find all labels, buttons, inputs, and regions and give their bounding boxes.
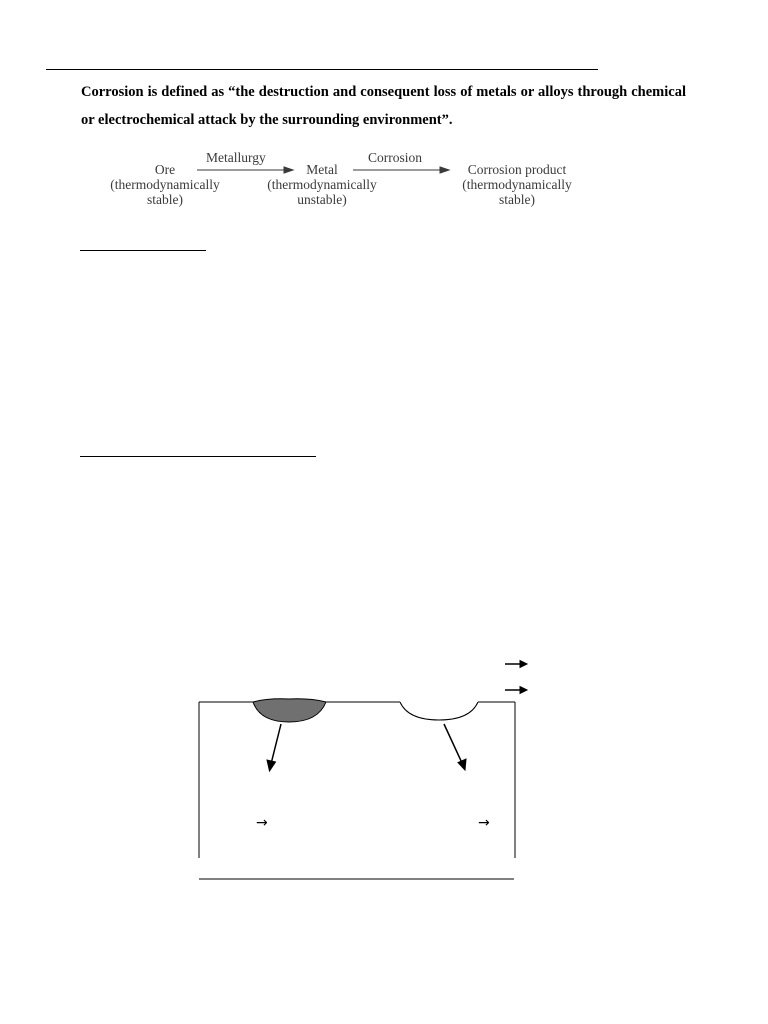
ore-note: (thermodynamically [110, 177, 220, 192]
metallurgy-arrow [197, 167, 293, 173]
anode-pit [253, 699, 326, 722]
scheme-arrows [100, 148, 600, 218]
product-note-2: stable) [499, 192, 535, 207]
corrosion-definition: Corrosion is defined as “the destruction and consequent loss of metals or alloys through chemical or electrochemical attack by the surrounding environment”. [81, 84, 686, 128]
cathode-region [400, 702, 478, 720]
metal-text: Metal [306, 162, 338, 177]
metal-note-2: unstable) [297, 192, 347, 207]
small-arrow-right: → [478, 815, 490, 831]
cell-svg [190, 650, 550, 890]
legend-arrow-1 [505, 661, 527, 668]
metallurgy-label: Metallurgy [206, 150, 266, 165]
legend-arrow-2 [505, 687, 527, 694]
small-arrow-left: → [256, 815, 268, 831]
product-note: (thermodynamically [462, 177, 572, 192]
cathode-pointer-arrow [444, 724, 466, 770]
ore-note-2: stable) [147, 192, 183, 207]
section-heading-rule-1 [80, 250, 206, 251]
anode-pointer-arrow [267, 724, 281, 771]
corrosion-arrow-label: Corrosion [368, 150, 422, 165]
corrosion-scheme [100, 148, 600, 218]
section-heading-rule-2 [80, 456, 316, 457]
corrosion-arrow [353, 167, 449, 173]
metal-note: (thermodynamically [267, 177, 377, 192]
ore-text: Ore [154, 162, 176, 177]
product-text: Corrosion product [467, 162, 567, 177]
header-rule [46, 69, 598, 70]
corrosion-cell-diagram [190, 650, 550, 890]
